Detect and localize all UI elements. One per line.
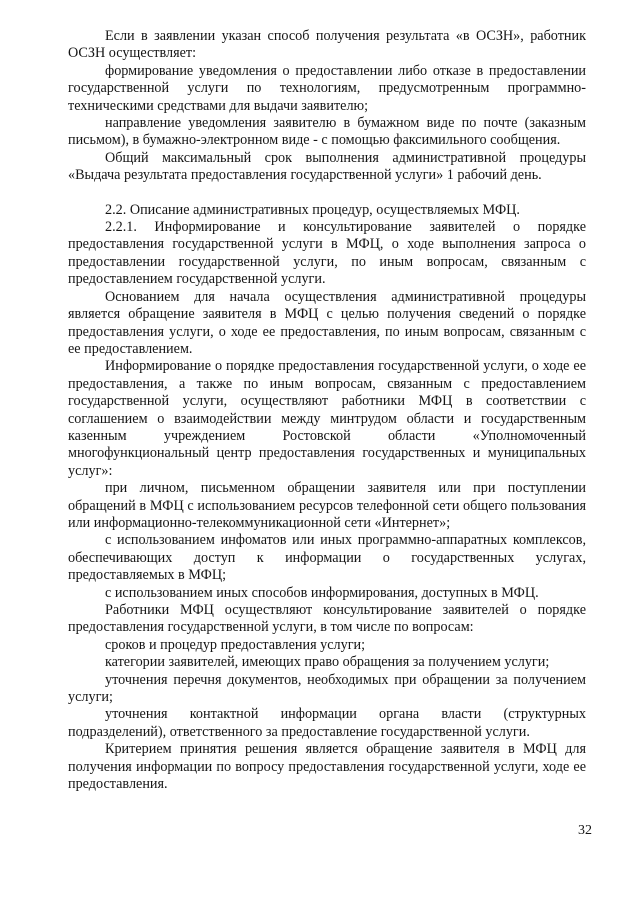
paragraph: Общий максимальный срок выполнения административной процедуры «Выдача результата предоставления государственной услуги» 1 рабочий день.: [68, 149, 586, 184]
section-heading: 2.2. Описание административных процедур, осуществляемых МФЦ.: [105, 201, 520, 218]
list-item: категории заявителей, имеющих право обращения за получением услуги;: [105, 654, 550, 671]
list-item: с использованием иных способов информирования, доступных в МФЦ.: [105, 584, 539, 601]
paragraph: формирование уведомления о предоставлении либо отказе в предоставлении государственной услуги по технологиям, предусмотренным программно-техническими средствами для выдачи заявителю;: [68, 62, 586, 114]
page-number: 32: [578, 823, 592, 838]
paragraph: Если в заявлении указан способ получения результата «в ОСЗН», работник ОСЗН осуществляет:: [68, 28, 586, 62]
list-item: при личном, письменном обращении заявителя или при поступлении обращений в МФЦ с использованием ресурсов телефонной сети общего пользования или информационно-телекоммуникационной сети «Интернет»;: [68, 480, 586, 531]
list-item: сроков и процедур предоставления услуги;: [105, 636, 366, 653]
subsection-heading: 2.2.1. Информирование и консультирование заявителей о порядке предоставления государственной услуги в МФЦ, о ходе выполнения запроса о предоставлении государственной услуги, по иным вопросам, связанным с предоставлением государственной услуги.: [68, 219, 586, 288]
list-item: с использованием инфоматов или иных программно-аппаратных комплексов, обеспечивающих доступ к информации о государственных услугах, предоставляемых в МФЦ;: [68, 532, 586, 584]
paragraph: направление уведомления заявителю в бумажном виде по почте (заказным письмом), в бумажно-электронном виде - с помощью факсимильного сообщения.: [68, 115, 586, 149]
list-item: уточнения перечня документов, необходимых при обращении за получением услуги;: [68, 671, 586, 706]
list-item: уточнения контактной информации органа власти (структурных подразделений), ответственного за предоставление государственной услуги.: [68, 706, 586, 740]
paragraph-spacer: [68, 185, 586, 202]
paragraph: Основанием для начала осуществления административной процедуры является обращение заявителя в МФЦ с целью получения сведений о порядке предоставления услуги, о ходе ее предоставления, по иным вопросам, связанным с ее предоставлением.: [68, 288, 586, 357]
paragraph: Критерием принятия решения является обращение заявителя в МФЦ для получения информации по вопросу предоставления государственной услуги, ходе ее предоставления.: [68, 741, 586, 793]
paragraph: Информирование о порядке предоставления государственной услуги, о ходе ее предоставления, а также по иным вопросам, связанным с предоставлением государственной услуги, осуществляют работники МФЦ в соответствии с соглашением о взаимодействии между минтрудом области и государственным казенным учреждением Ростовской области «Уполномоченный многофункциональный центр предоставления государственных и муниципальных услуг»:: [68, 358, 586, 479]
paragraph: Работники МФЦ осуществляют консультирование заявителей о порядке предоставления государственной услуги, в том числе по вопросам:: [68, 602, 586, 636]
